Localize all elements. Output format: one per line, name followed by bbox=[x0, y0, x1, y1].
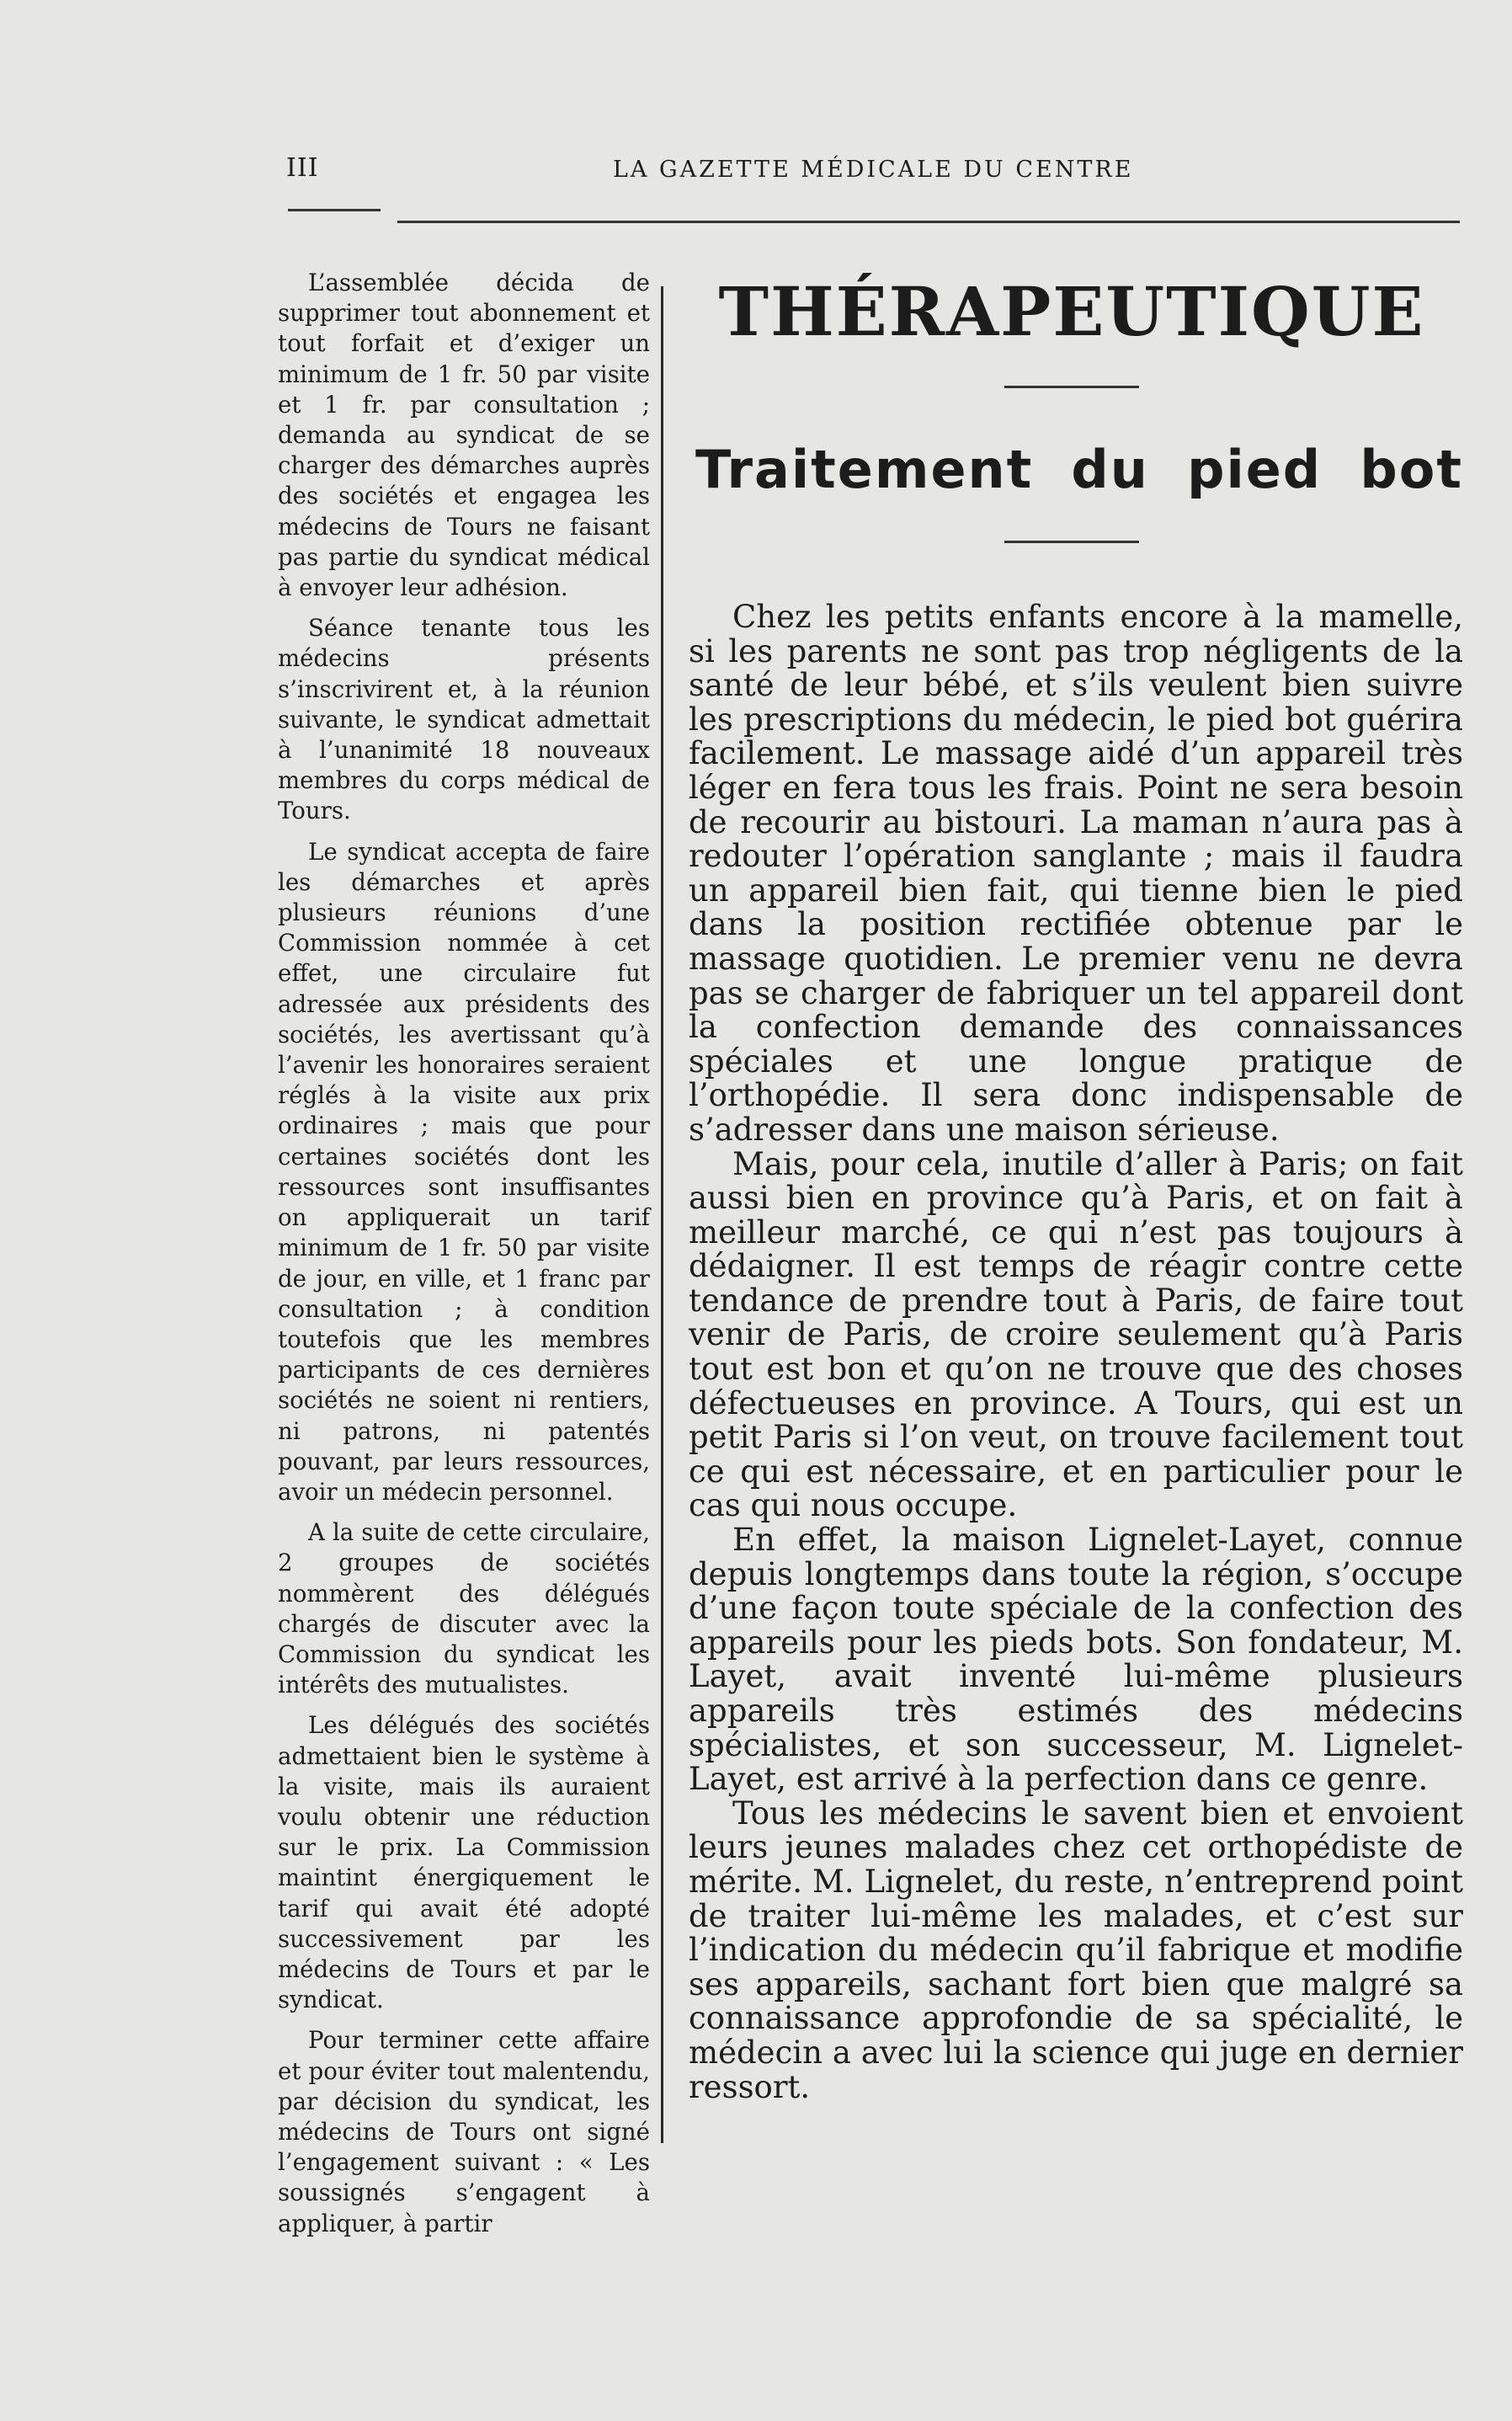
article-paragraph-4: Tous les médecins le savent bien et envoient leurs jeunes malades chez cet orthopédiste de mérite. M. Lignelet, du reste, n’entreprend point de traiter lui-même les malades, et c’est sur l’indication du médecin qu’il fabrique et modifie ses appareils, sachant fort bien que malgré sa connaissance approfondie de sa spécialité, le médecin a avec lui la science qui juge en dernier ressort. bbox=[689, 1794, 1463, 2105]
left-paragraph-3: Le syndicat accepta de faire les démarches et après plusieurs réunions d’une Commission nommée à cet effet, une circulaire fut adressée aux présidents des sociétés, les avertissant qu’à l’avenir les honoraires seraient réglés à la visite aux prix ordinaires ; mais que pour certaines sociétés dont les ressources sont insuffisantes on appliquerait un tarif minimum de 1 fr. 50 par visite de jour, en ville, et 1 franc par consultation ; à condition toutefois que les membres participants de ces dernières sociétés ne soient ni rentiers, ni patrons, ni patentés pouvant, par leurs ressources, avoir un médecin personnel. bbox=[278, 837, 650, 1506]
left-paragraph-6: Pour terminer cette affaire et pour éviter tout malentendu, par décision du syndicat, les médecins de Tours ont signé l’engagement suivant : « Les soussignés s’engagent à appliquer, à partir bbox=[278, 2026, 650, 2237]
page-header bbox=[0, 153, 1512, 187]
article-title-word: Traitement bbox=[695, 439, 1034, 500]
left-paragraph-2: Séance tenante tous les médecins présents s’inscrivirent et, à la réunion suivante, le syndicat admettait à l’unanimité 18 nouveaux membres du corps médical de Tours. bbox=[278, 614, 650, 825]
right-column bbox=[680, 269, 1463, 2104]
left-paragraph-4: A la suite de cette circulaire, 2 groupes de sociétés nommèrent des délégués chargés de discuter avec la Commission du syndicat les intérêts des mutualistes. bbox=[278, 1518, 650, 1699]
header-rule-long bbox=[397, 221, 1460, 223]
article-title-word: bot bbox=[1360, 439, 1463, 500]
article-paragraph-1: Chez les petits enfants encore à la mamelle, si les parents ne sont pas trop négligents de la santé de leur bébé, et s’ils veulent bien suivre les prescriptions du médecin, le pied bot guérira facilement. Le massage aidé d’un appareil très léger en fera tous les frais. Point ne sera besoin de recourir au bistouri. La maman n’aura pas à redouter l’opération sanglante ; mais il faudra un appareil bien fait, qui tienne bien le pied dans la position rectifiée obtenue par le massage quotidien. Le premier venu ne devra pas se charger de fabriquer un tel appareil dont la confection demande des connaissances spéciales et une longue pratique de l’orthopédie. Il sera donc indispensable de s’adresser dans une maison sérieuse. bbox=[689, 599, 1463, 1148]
article-paragraph-3: En effet, la maison Lignelet-Layet, connue depuis longtemps dans toute la région, s’occupe d’une façon toute spéciale de la confection des appareils pour les pieds bots. Son fondateur, M. Layet, avait inventé lui-même plusieurs appareils très estimés des médecins spécialistes, et son successeur, M. Lignelet-Layet, est arrivé à la perfection dans ce genre. bbox=[689, 1522, 1463, 1798]
article-title bbox=[695, 439, 1463, 500]
section-title-rule bbox=[1004, 386, 1139, 388]
article-title-word: pied bbox=[1187, 439, 1323, 500]
left-paragraph-1: L’assemblée décida de supprimer tout abonnement et tout forfait et d’exiger un minimum de 1 fr. 50 par visite et 1 fr. par consultation ; demanda au syndicat de se charger des démarches auprès des sociétés et engagea les médecins de Tours ne faisant pas partie du syndicat médical à envoyer leur adhésion. bbox=[278, 269, 650, 602]
running-title: LA GAZETTE MÉDICALE DU CENTRE bbox=[613, 157, 1134, 183]
article-title-word: du bbox=[1071, 439, 1149, 500]
section-title: THÉRAPEUTIQUE bbox=[718, 272, 1425, 351]
article-paragraph-2: Mais, pour cela, inutile d’aller à Paris; on fait aussi bien en province qu’à Paris, et on fait à meilleur marché, ce qui n’est pas toujours à dédaigner. Il est temps de réagir contre cette tendance de prendre tout à Paris, de faire tout venir de Paris, de croire seulement qu’à Paris tout est bon et qu’on ne trouve que des choses défectueuses en province. A Tours, qui est un petit Paris si l’on veut, on trouve facilement tout ce qui est nécessaire, et en particulier pour le cas qui nous occupe. bbox=[689, 1145, 1463, 1524]
left-column bbox=[278, 268, 650, 2249]
article-body bbox=[680, 600, 1463, 2104]
header-rule-short bbox=[288, 209, 381, 211]
article-title-rule bbox=[1004, 541, 1139, 543]
page-number: III bbox=[286, 153, 319, 183]
column-divider bbox=[661, 286, 663, 2143]
left-paragraph-5: Les délégués des sociétés admettaient bien le système à la visite, mais ils auraient voulu obtenir une réduction sur le prix. La Commission maintint énergiquement le tarif qui avait été adopté successivement par les médecins de Tours et par le syndicat. bbox=[278, 1711, 650, 2014]
